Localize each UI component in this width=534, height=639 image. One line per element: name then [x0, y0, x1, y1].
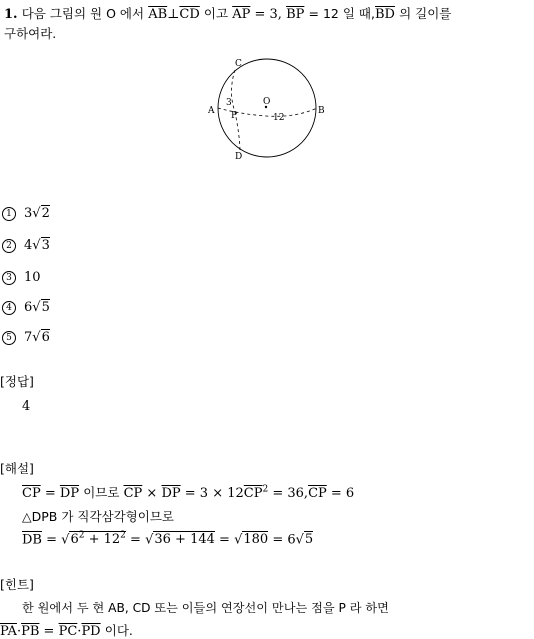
- solution-line-2: △DPB 가 직각삼각형이므로: [22, 509, 174, 524]
- question-text-a: 다음 그림의 원 O 에서: [21, 6, 145, 21]
- choice-5[interactable]: 5 7√6: [2, 330, 50, 345]
- hint-line-1: 한 원에서 두 현 AB, CD 또는 이들의 연장선이 만나는 점을 P 라 하면: [22, 601, 389, 615]
- choice-number: 3: [2, 271, 16, 285]
- solution-line-3: $\overline{DB} = √6^2 + 12^2 = √36 + 144 = √180 = 6√5$: [22, 531, 314, 548]
- label-d: D: [235, 152, 243, 162]
- label-12: 12: [273, 113, 285, 123]
- segment-cd: $\overline{CD}$: [179, 7, 200, 22]
- question-line-1: [4, 4, 451, 22]
- circle-figure: [200, 52, 330, 167]
- question-text-b: 이고: [203, 6, 229, 21]
- segment-bp: $\overline{BP}$: [286, 7, 305, 22]
- segment-ap: $\overline{AP}$: [232, 7, 251, 22]
- answer-value: 4: [22, 399, 31, 414]
- perp-symbol: ⊥: [167, 7, 180, 22]
- choice-number: 2: [2, 239, 16, 253]
- question-number: 1.: [4, 7, 18, 22]
- label-o: O: [263, 97, 271, 107]
- answer-header: [정답]: [0, 374, 34, 389]
- label-b: B: [318, 106, 325, 116]
- value-bp: = 12 일 때,: [308, 6, 375, 21]
- segment-bd: $\overline{BD}$: [374, 7, 395, 22]
- solution-header: [해설]: [0, 461, 34, 476]
- choice-1[interactable]: 1 3√2: [2, 206, 50, 221]
- hint-header: [힌트]: [0, 577, 34, 592]
- label-3: 3: [226, 98, 232, 108]
- choice-number: 1: [2, 207, 16, 221]
- segment-ab: $\overline{AB}$: [148, 7, 168, 22]
- choice-2[interactable]: 2 4√3: [2, 238, 50, 253]
- question-line-2: 구하여라.: [4, 26, 57, 41]
- choice-3[interactable]: 3 10: [2, 270, 41, 285]
- hint-line-2: $\overline{PA}\cdot\overline{PB} = \overline{PC}\cdot\overline{PD}$ 이다.: [0, 623, 133, 639]
- label-a: A: [208, 106, 215, 116]
- value-ap: = 3,: [254, 7, 282, 22]
- choice-number: 5: [2, 331, 16, 345]
- circle-o: [218, 59, 316, 157]
- solution-line-1: $\overline{CP} = \overline{DP}$ 이므로 $\overline{CP} \times \overline{DP} = 3 \times 12\overline{CP}^2 = 36,\overline{CP} = 6$: [22, 484, 355, 501]
- choice-4[interactable]: 4 6√5: [2, 300, 50, 315]
- label-c: C: [235, 59, 242, 69]
- choice-number: 4: [2, 301, 16, 315]
- question-text-c: 의 길이를: [399, 6, 452, 21]
- label-p: P: [231, 111, 238, 121]
